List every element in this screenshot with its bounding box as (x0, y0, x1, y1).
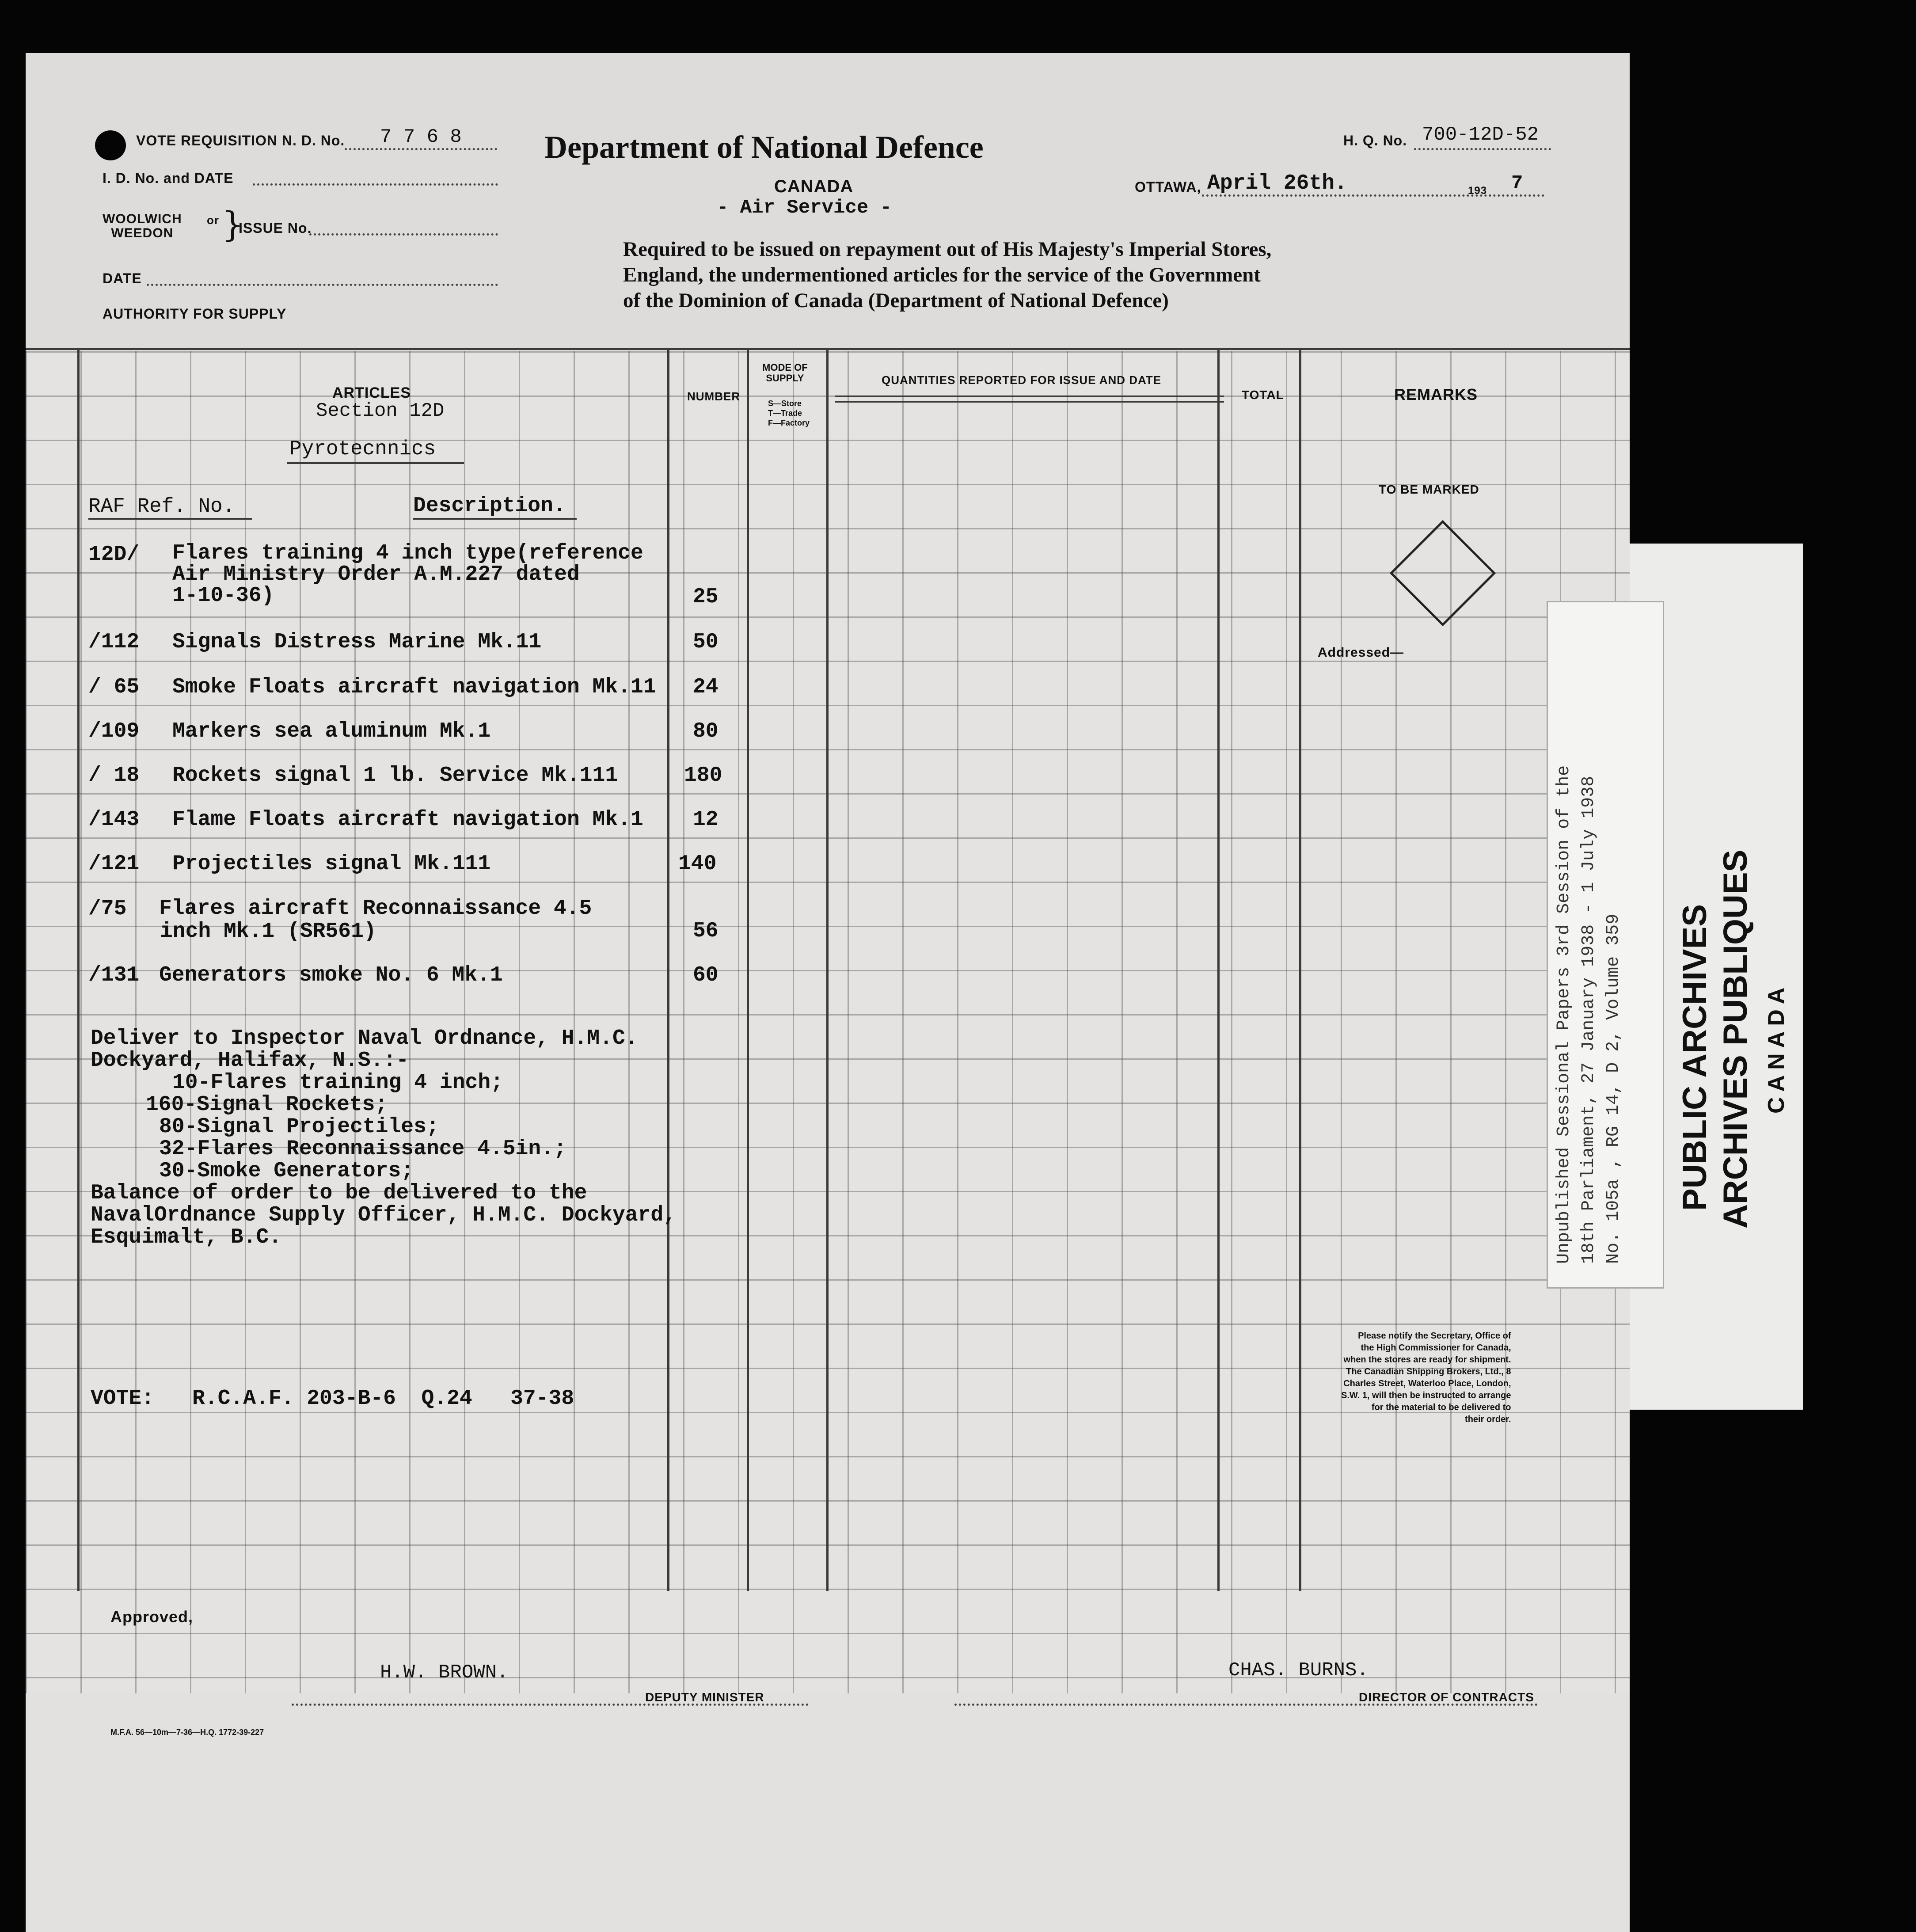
item-description: Generators smoke No. 6 Mk.1 (159, 963, 503, 987)
ref-no-header: RAF Ref. No. (88, 495, 235, 518)
vote-requisition-label: VOTE REQUISITION N. D. No. (136, 133, 345, 148)
year-digit: 7 (1511, 172, 1523, 194)
deputy-minister-title: DEPUTY MINISTER (645, 1690, 764, 1704)
stamp-line: ARCHIVES PUBLIQUES (1717, 849, 1754, 1228)
item-ref: / 65 (88, 675, 140, 699)
id-no-date-dots (253, 183, 498, 186)
item-number: 24 (693, 675, 718, 699)
delivery-line: 80-Signal Projectiles; (159, 1115, 439, 1139)
director-title: DIRECTOR OF CONTRACTS (1359, 1690, 1534, 1704)
mode-column-rule (747, 348, 749, 1591)
archive-reference-line: 18th Parliament, 27 January 1938 - 1 July 1938 (1579, 776, 1599, 1264)
item-line: Flares training 4 inch type(reference (172, 541, 643, 565)
to-be-marked-label: TO BE MARKED (1379, 483, 1479, 496)
item-ref: /75 (88, 897, 127, 921)
item-description: Flame Floats aircraft navigation Mk.1 (172, 808, 643, 832)
vote-value: R.C.A.F. 203-B-6 Q.24 37-38 (192, 1387, 574, 1411)
number-column-rule (667, 348, 669, 1591)
punch-hole-icon (95, 130, 126, 160)
delivery-line: 10-Flares training 4 inch; (172, 1071, 503, 1095)
notice-line: The Canadian Shipping Brokers, Ltd., 8 (1346, 1367, 1511, 1377)
delivery-instructions (91, 1027, 676, 1248)
vote-requisition-dots (345, 148, 497, 150)
category-underline (287, 462, 464, 464)
issue-no-label: ISSUE No. (239, 220, 312, 236)
item-description: Projectiles signal Mk.111 (172, 852, 491, 876)
date-dots (147, 284, 498, 286)
delivery-line: Balance of order to be delivered to the (91, 1181, 587, 1205)
mode-code: T—Trade (768, 409, 802, 418)
delivery-line: 30-Smoke Generators; (159, 1159, 414, 1183)
item-number: 180 (684, 764, 722, 787)
description-header: Description. (413, 494, 566, 518)
requirement-line: England, the undermentioned articles for the service of the Government (623, 263, 1261, 286)
form-footer (26, 1693, 1630, 1932)
department-title: Department of National Defence (544, 129, 984, 165)
item-line: Air Ministry Order A.M.227 dated (172, 563, 580, 586)
delivery-line: 160-Signal Rockets; (146, 1093, 388, 1117)
total-header: TOTAL (1242, 388, 1284, 402)
woolwich-weedon-label: WOOLWICH WEEDON (103, 212, 182, 240)
notice-line: their order. (1465, 1415, 1511, 1424)
item-number: 140 (678, 852, 717, 876)
item-line: Flares aircraft Reconnaissance 4.5 (159, 897, 592, 920)
item-description (172, 543, 643, 606)
authority-label: AUTHORITY FOR SUPPLY (103, 306, 287, 322)
item-ref: /121 (88, 852, 140, 876)
remarks-column-rule (1299, 348, 1301, 1591)
delivery-line: NavalOrdnance Supply Officer, H.M.C. Dockyard, (91, 1203, 677, 1227)
total-column-rule (1217, 348, 1220, 1591)
item-line: inch Mk.1 (SR561) (160, 920, 376, 943)
quantities-header: QUANTITIES REPORTED FOR ISSUE AND DATE (882, 373, 1162, 387)
requirement-line: of the Dominion of Canada (Department of National Defence) (623, 289, 1169, 312)
left-margin-rule (77, 348, 80, 1591)
item-ref: 12D/ (88, 543, 140, 567)
delivery-line: Deliver to Inspector Naval Ordnance, H.M.C. (91, 1027, 638, 1050)
item-ref: /112 (88, 630, 140, 654)
notice-line: Charles Street, Waterloo Place, London, (1343, 1379, 1511, 1388)
brace-icon: } (222, 205, 244, 245)
stamp-line: CANADA (1764, 982, 1789, 1114)
section-label: Section 12D (316, 400, 445, 422)
archive-reference-line: Unpublished Sessional Papers 3rd Session of the (1554, 765, 1574, 1264)
item-line: 1-10-36) (172, 584, 274, 608)
ref-no-underline (88, 518, 252, 520)
item-ref: /143 (88, 808, 140, 832)
requirement-statement (623, 236, 1271, 313)
country-label: CANADA (774, 177, 854, 196)
year-prefix: 193 (1468, 185, 1487, 197)
mode-code: S—Store (768, 399, 802, 408)
addressed-label: Addressed— (1318, 645, 1404, 660)
requisition-date: April 26th. (1207, 171, 1347, 195)
deputy-minister-name: H.W. BROWN. (380, 1662, 509, 1684)
quantities-column-rule (826, 348, 829, 1591)
notice-line: S.W. 1, will then be instructed to arrange (1341, 1391, 1511, 1400)
hq-no-value: 700-12D-52 (1422, 124, 1539, 146)
archive-stamp-text (1675, 850, 1797, 1228)
director-name: CHAS. BURNS. (1228, 1659, 1369, 1681)
id-no-date-label: I. D. No. and DATE (103, 170, 234, 186)
delivery-line: Esquimalt, B.C. (91, 1225, 282, 1249)
remarks-header: REMARKS (1394, 385, 1478, 403)
item-number: 25 (693, 585, 718, 609)
archive-reference-text (1552, 765, 1626, 1264)
shipping-notice (1341, 1330, 1511, 1426)
item-description: Smoke Floats aircraft navigation Mk.11 (172, 675, 656, 699)
number-header: NUMBER (687, 390, 741, 403)
delivery-line: Dockyard, Halifax, N.S.:- (91, 1049, 409, 1072)
item-description: Markers sea aluminum Mk.1 (172, 719, 491, 743)
mode-of-supply-header: MODE OF SUPPLY (762, 362, 808, 384)
notice-line: Please notify the Secretary, Office of (1358, 1331, 1511, 1341)
stamp-line: PUBLIC ARCHIVES (1676, 904, 1714, 1211)
quantities-double-rule (835, 396, 1224, 397)
requirement-line: Required to be issued on repayment out of His Majesty's Imperial Stores, (623, 238, 1272, 261)
hq-no-label: H. Q. No. (1343, 133, 1407, 148)
quantities-double-rule (835, 401, 1224, 403)
notice-line: when the stores are ready for shipment. (1343, 1355, 1511, 1365)
item-number: 50 (693, 630, 718, 654)
notice-line: the High Commissioner for Canada, (1361, 1343, 1511, 1353)
item-number: 56 (693, 919, 718, 943)
item-ref: / 18 (88, 764, 140, 787)
approved-label: Approved, (110, 1608, 194, 1626)
item-ref: /131 (88, 963, 140, 987)
date-label: DATE (103, 270, 142, 286)
ottawa-label: OTTAWA, (1135, 179, 1201, 195)
articles-header: ARTICLES (332, 384, 411, 401)
issue-no-dots (309, 233, 498, 236)
service-label: - Air Service - (717, 197, 892, 219)
item-description: Rockets signal 1 lb. Service Mk.111 (172, 764, 618, 787)
notice-line: for the material to be delivered to (1371, 1403, 1511, 1412)
item-number: 60 (693, 963, 718, 987)
vote-requisition-number: 7 7 6 8 (380, 126, 462, 148)
or-label: or (207, 213, 219, 227)
item-number: 12 (693, 808, 718, 832)
form-code: M.F.A. 56—10m—7-36—H.Q. 1772-39-227 (110, 1728, 264, 1737)
archive-reference-line: No. 105a , RG 14, D 2, Volume 359 (1604, 913, 1623, 1264)
mode-codes (768, 399, 810, 428)
item-number: 80 (693, 719, 718, 743)
description-underline (413, 518, 577, 520)
item-ref: /109 (88, 719, 140, 743)
delivery-line: 32-Flares Reconnaissance 4.5in.; (159, 1137, 566, 1161)
item-description (159, 897, 592, 943)
item-description: Signals Distress Marine Mk.11 (172, 630, 542, 654)
hq-no-dots (1414, 148, 1551, 150)
vote-label: VOTE: (91, 1387, 155, 1411)
mode-code: F—Factory (768, 418, 810, 427)
category-label: Pyrotecnnics (289, 437, 436, 460)
